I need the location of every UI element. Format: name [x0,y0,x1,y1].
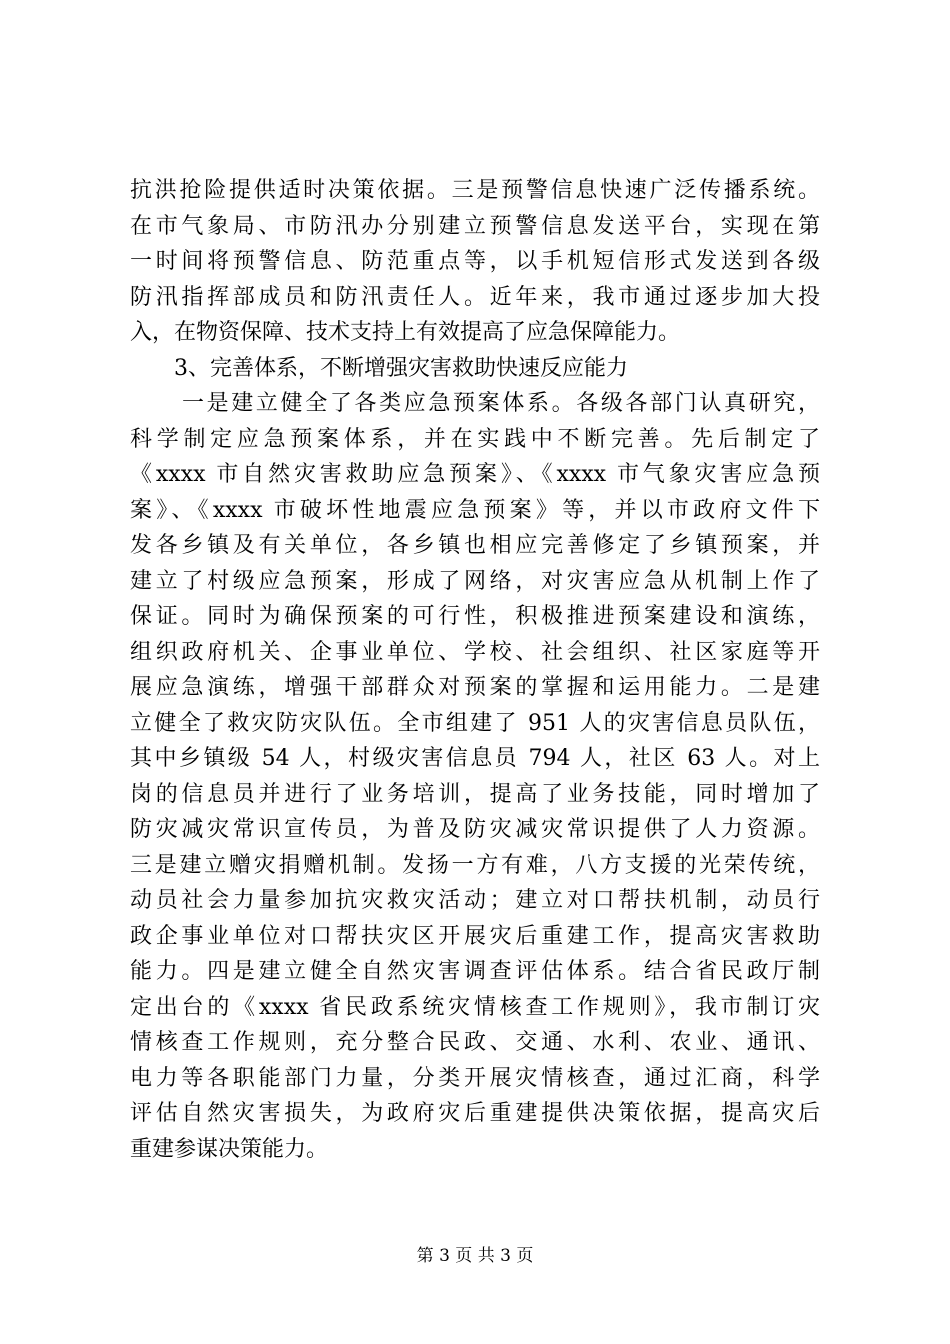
text-line: 情核查工作规则，充分整合民政、交通、水利、农业、通讯、 [130,1030,820,1055]
text-line: 其中乡镇级 54 人，村级灾害信息员 794 人，社区 63 人。对上 [130,746,820,771]
text-line: 动员社会力量参加抗灾救灾活动；建立对口帮扶机制，动员行 [130,888,820,913]
text-line: 三是建立赠灾捐赠机制。发扬一方有难，八方支援的光荣传统， [130,852,820,878]
text-line: 保证。同时为确保预案的可行性，积极推进预案建设和演练， [130,604,820,629]
text-line: 入，在物资保障、技术支持上有效提高了应急保障能力。 [130,320,681,345]
section-heading: 3、完善体系，不断增强灾害救助快速反应能力 [174,355,628,381]
text-line: 电力等各职能部门力量，分类开展灾情核查，通过汇商，科学 [130,1065,820,1091]
text-line: 案》、《xxxx 市破坏性地震应急预案》等，并以市政府文件下 [130,497,820,523]
text-line: 科学制定应急预案体系，并在实践中不断完善。先后制定了 [130,426,820,452]
text-line: 定出台的《xxxx 省民政系统灾情核查工作规则》，我市制订灾 [130,994,820,1020]
text-line: 防灾减灾常识宣传员，为普及防灾减灾常识提供了人力资源。 [130,817,820,842]
page-footer [0,1245,950,1267]
text-line: 政企事业单位对口帮扶灾区开展灾后重建工作，提高灾害救助 [130,923,820,949]
text-line: 发各乡镇及有关单位，各乡镇也相应完善修定了乡镇预案，并 [130,533,820,558]
body-text [130,173,820,1167]
text-line: 组织政府机关、企事业单位、学校、社会组织、社区家庭等开 [130,639,820,665]
text-line: 能力。四是建立健全自然灾害调查评估体系。结合省民政厅制 [130,959,820,984]
text-line: 防汛指挥部成员和防汛责任人。近年来，我市通过逐步加大投 [130,284,820,310]
text-line: 岗的信息员并进行了业务培训，提高了业务技能，同时增加了 [130,781,820,807]
text-line: 在市气象局、市防汛办分别建立预警信息发送平台，实现在第 [130,213,820,239]
text-line: 评估自然灾害损失，为政府灾后重建提供决策依据，提高灾后 [130,1101,820,1126]
text-line: 《xxxx 市自然灾害救助应急预案》、《xxxx 市气象灾害应急预 [130,462,820,487]
text-line: 一是建立健全了各类应急预案体系。各级各部门认真研究， [182,391,820,416]
text-line: 一时间将预警信息、防范重点等，以手机短信形式发送到各级 [130,249,820,274]
text-line: 立健全了救灾防灾队伍。全市组建了 951 人的灾害信息员队伍， [130,710,820,736]
text-line: 建立了村级应急预案，形成了网络，对灾害应急从机制上作了 [130,568,820,594]
text-line: 展应急演练，增强干部群众对预案的掌握和运用能力。二是建 [130,675,820,700]
text-line: 抗洪抢险提供适时决策依据。三是预警信息快速广泛传播系统。 [130,178,820,203]
text-line: 重建参谋决策能力。 [130,1136,329,1162]
page-number-label: 第 3 页 共 3 页 [416,1246,534,1266]
